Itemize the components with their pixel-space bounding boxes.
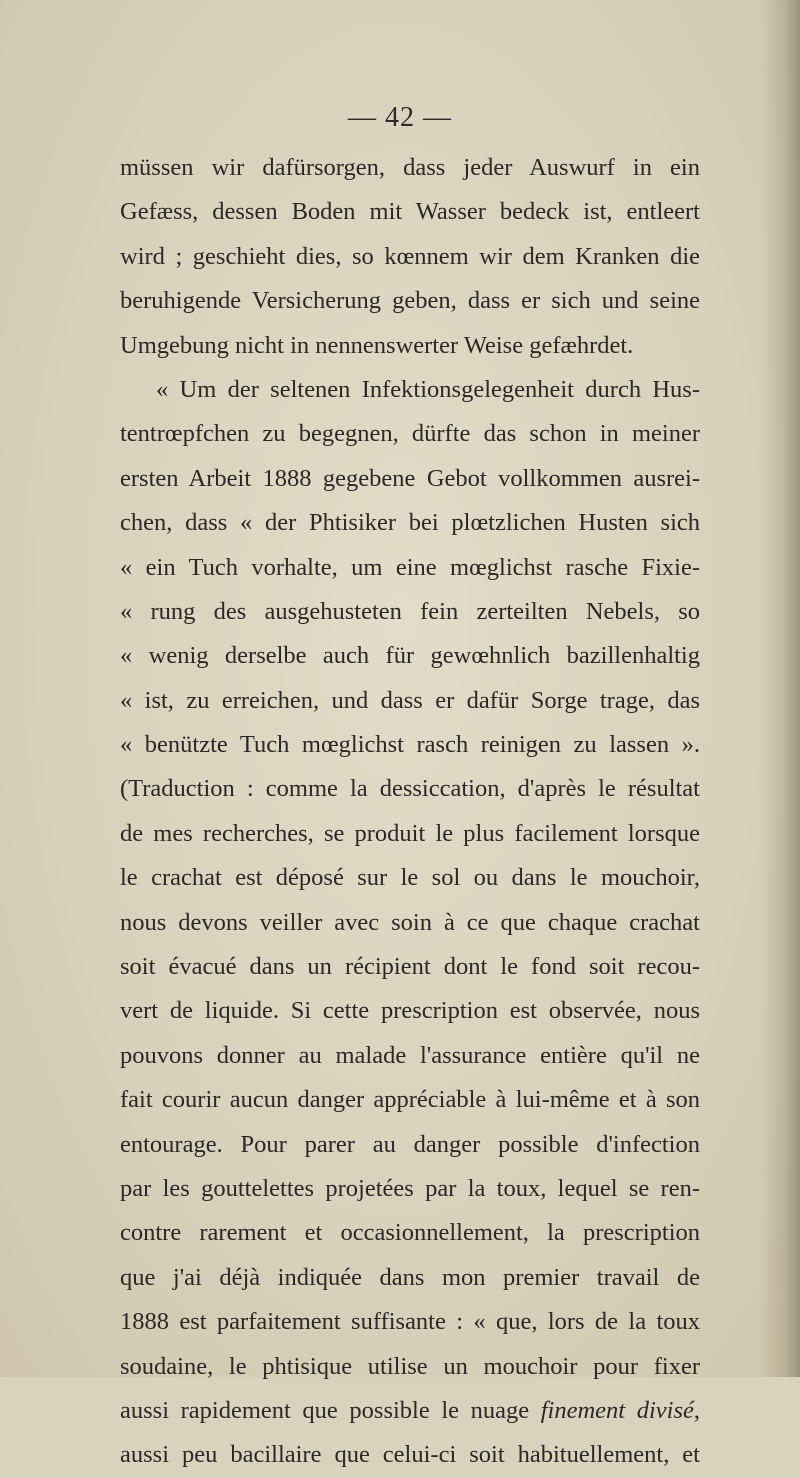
- text-line: soudaine, le phtisique utilise un mouchoir pour fixer: [120, 1352, 700, 1380]
- text-line: tentrœpfchen zu begegnen, dürfte das schon in meiner: [120, 420, 700, 448]
- text-line: le crachat est déposé sur le sol ou dans le mouchoir,: [120, 864, 700, 892]
- text-line: soit évacué dans un récipient dont le fond soit recou-: [120, 953, 700, 981]
- text-line: ersten Arbeit 1888 gegebene Gebot vollkommen ausrei-: [120, 464, 700, 492]
- text-line: 1888 est parfaitement suffisante : « que, lors de la toux: [120, 1308, 700, 1336]
- text-line: aussi peu bacillaire que celui-ci soit habituellement, et: [120, 1441, 700, 1469]
- text-line: « ist, zu erreichen, und dass er dafür Sorge trage, das: [120, 686, 700, 714]
- text-line: chen, dass « der Phtisiker bei plœtzlichen Husten sich: [120, 509, 700, 537]
- text-line: « Um der seltenen Infektionsgelegenheit durch Hus-: [156, 375, 700, 403]
- italic-text: finement divisé: [540, 1396, 694, 1424]
- text-line: beruhigende Versicherung geben, dass er sich und seine: [120, 287, 700, 315]
- text-line: « rung des ausgehusteten fein zerteilten Nebels, so: [120, 597, 700, 625]
- text-line: Gefæss, dessen Boden mit Wasser bedeck ist, entleert: [120, 198, 700, 226]
- text-line: fait courir aucun danger appréciable à lui-même et à son: [120, 1086, 700, 1114]
- body-text: [120, 146, 700, 1478]
- text-segment: ,: [693, 1396, 700, 1424]
- text-line: que j'ai déjà indiquée dans mon premier travail de: [120, 1263, 700, 1291]
- page-edge-shadow: [760, 0, 800, 1377]
- text-line: Umgebung nicht in nennenswerter Weise gefæhrdet.: [120, 331, 634, 359]
- text-line: « wenig derselbe auch für gewœhnlich bazillenhaltig: [120, 642, 700, 670]
- text-line: « ein Tuch vorhalte, um eine mœglichst rasche Fixie-: [120, 553, 700, 581]
- text-line: entourage. Pour parer au danger possible d'infection: [120, 1130, 700, 1158]
- text-line: vert de liquide. Si cette prescription est observée, nous: [120, 997, 700, 1025]
- text-line: contre rarement et occasionnellement, la prescription: [120, 1219, 700, 1247]
- page-number: — 42 —: [348, 102, 452, 133]
- text-line: wird ; geschieht dies, so kœnnem wir dem Kranken die: [120, 242, 700, 270]
- text-line: pouvons donner au malade l'assurance entière qu'il ne: [120, 1041, 700, 1069]
- text-line: [120, 1389, 700, 1433]
- text-line: nous devons veiller avec soin à ce que chaque crachat: [120, 908, 700, 936]
- text-line: par les gouttelettes projetées par la toux, lequel se ren-: [120, 1174, 700, 1202]
- text-line: « benützte Tuch mœglichst rasch reinigen zu lassen ».: [120, 731, 700, 759]
- text-line: (Traduction : comme la dessiccation, d'après le résultat: [120, 775, 700, 803]
- text-segment: aussi rapidement que possible le nuage: [120, 1396, 541, 1424]
- text-line: de mes recherches, se produit le plus facilement lorsque: [120, 819, 700, 847]
- text-line: müssen wir dafürsorgen, dass jeder Auswurf in ein: [120, 154, 700, 181]
